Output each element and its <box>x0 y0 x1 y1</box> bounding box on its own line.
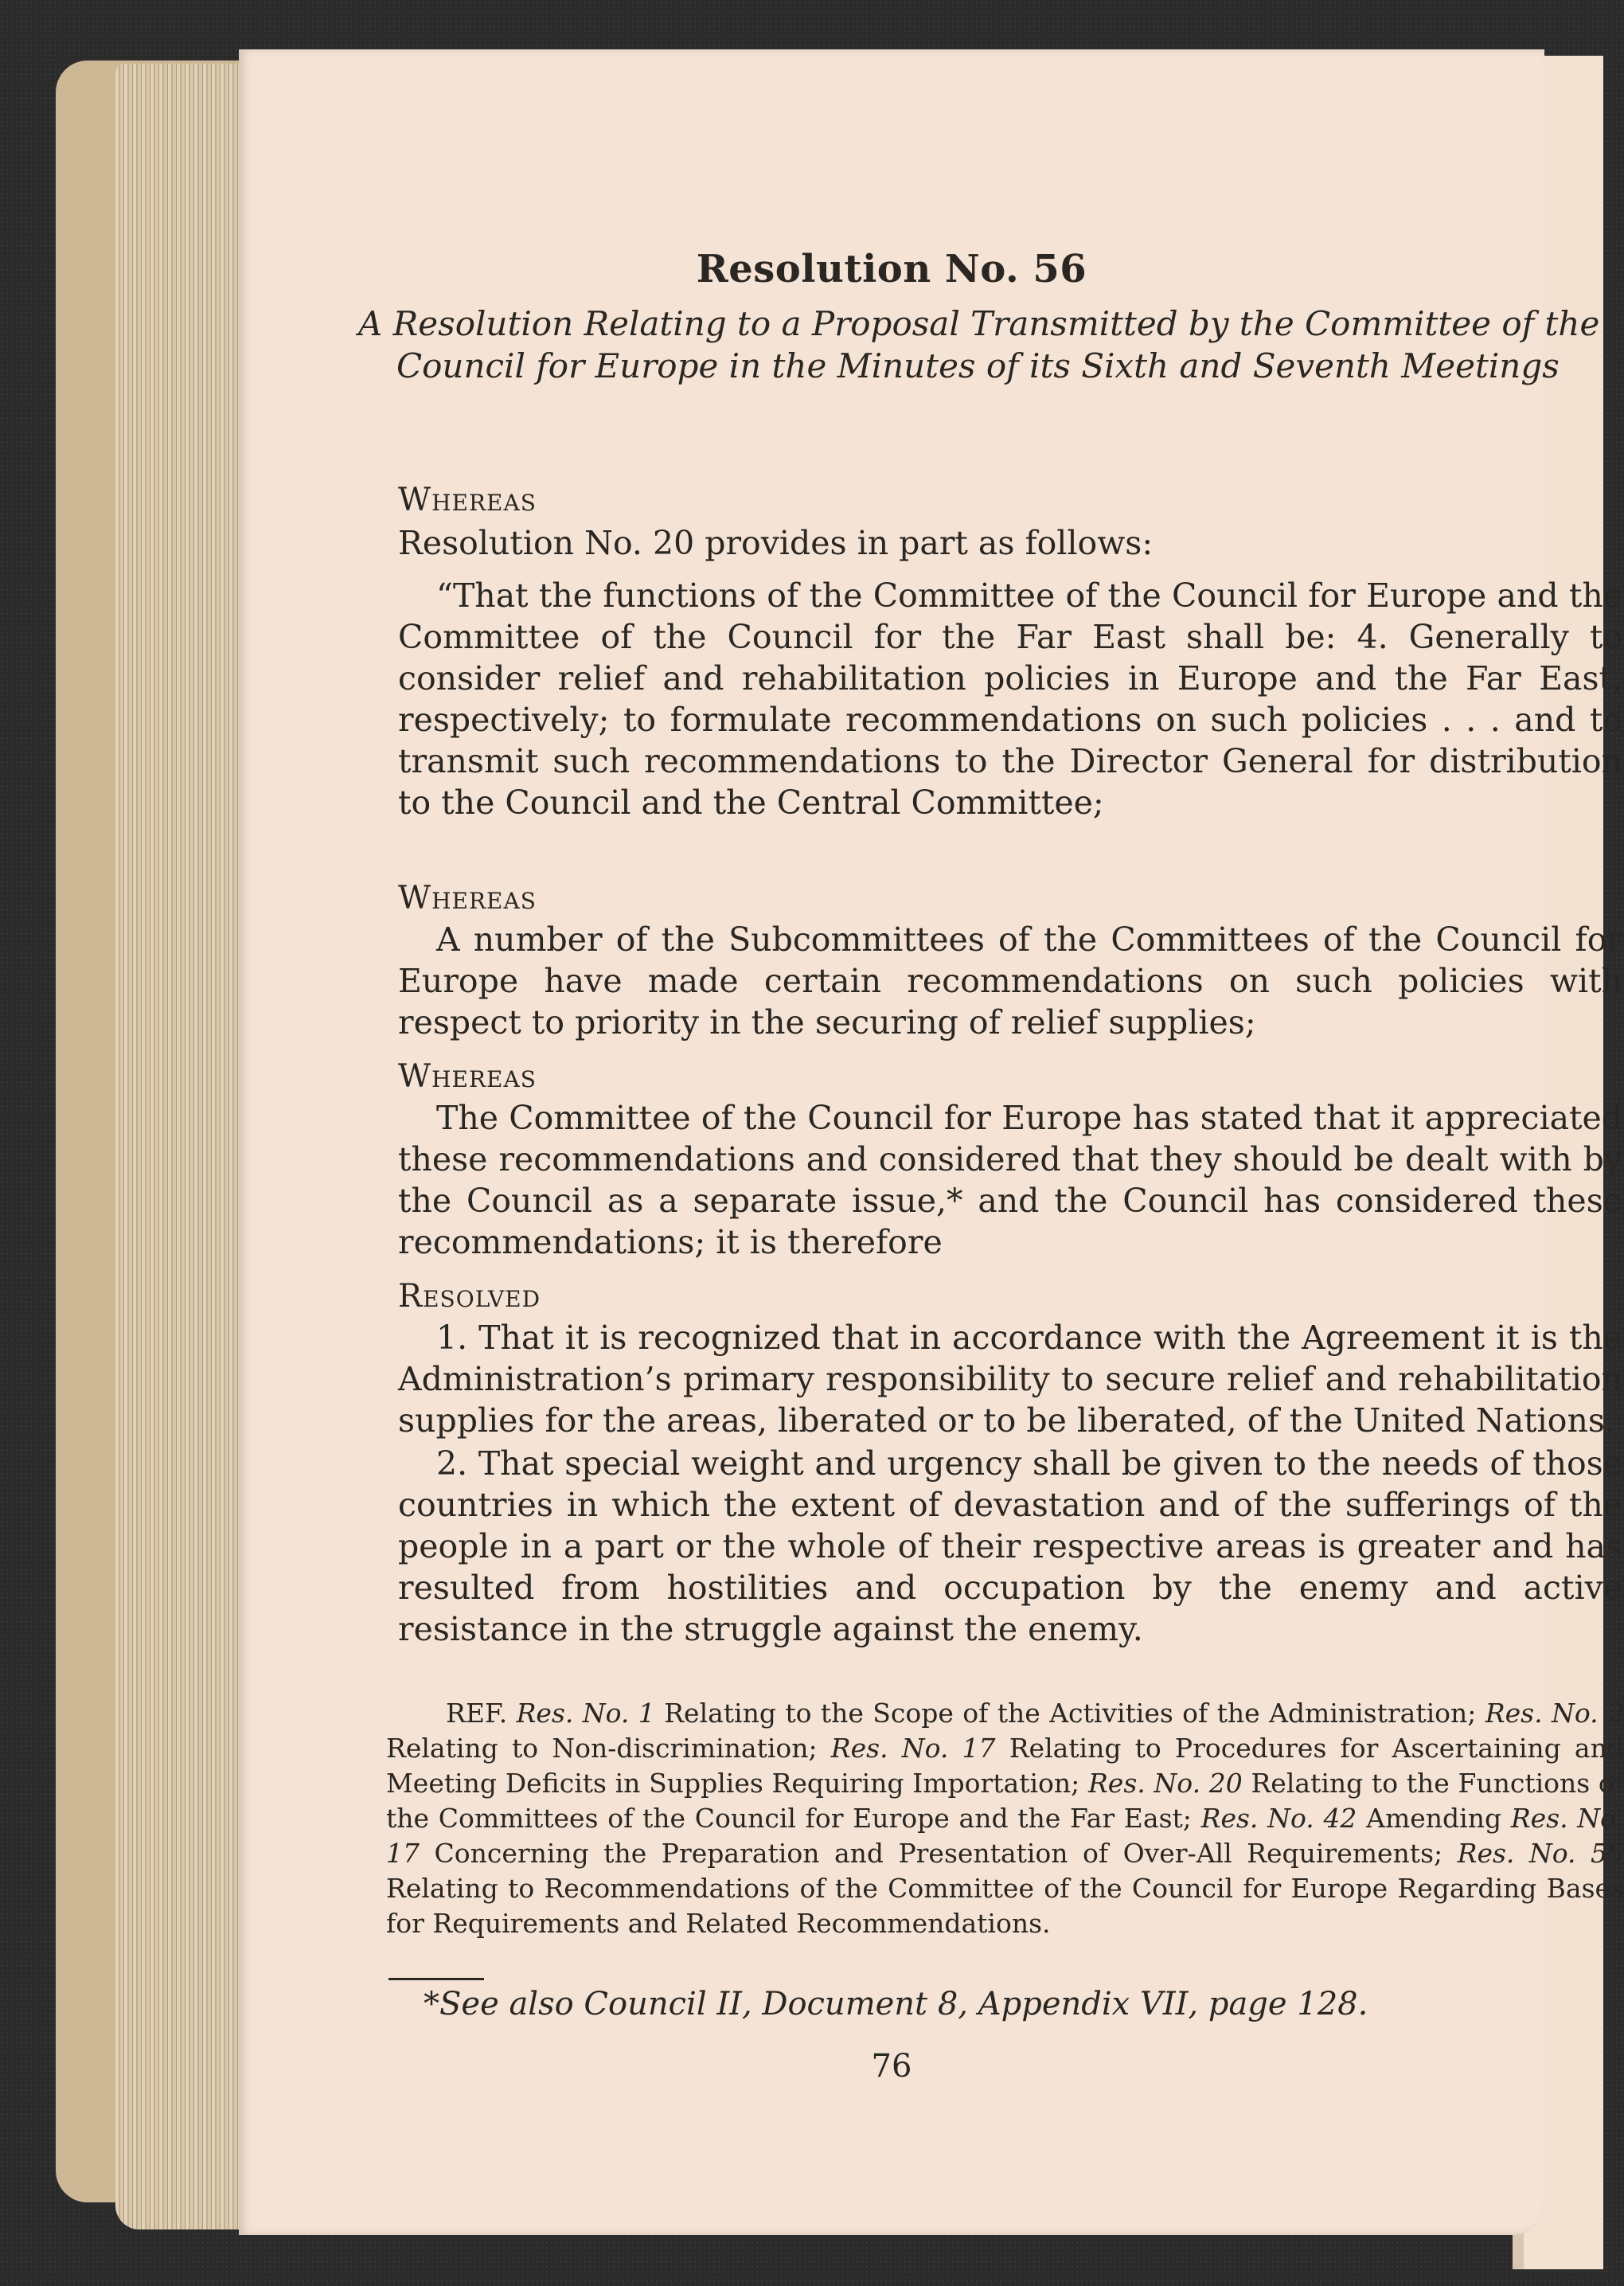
resolution-subtitle: A Resolution Relating to a Proposal Transmitted by the Committee of the Council for Europe in the Minutes of its Sixth and Seventh Meetings <box>358 304 1600 385</box>
ref-res: Res. No. 20 <box>1087 1768 1243 1799</box>
paragraph: The Committee of the Council for Europe has stated that it appreciated these recommendations and considered that they should be dealt with by the Council as a separate issue,* and the Council has considered these recommendations; it is therefore <box>398 1099 1622 1261</box>
resolved-item-1: 1. That it is recognized that in accordance with the Agreement it is the Administration’s primary responsibility to secure relief and rehabilitation supplies for the areas, liberated or to be liberated, of the United Nations. <box>398 1319 1622 1440</box>
ref-text: Amending <box>1366 1803 1502 1834</box>
section-heading: Whereas <box>398 482 537 518</box>
section-resolved <box>398 1276 1622 1650</box>
page-title: Resolution No. 56 <box>696 247 1087 291</box>
page-number: 76 <box>871 2048 912 2085</box>
section-whereas-3 <box>398 1056 1622 1263</box>
page-edges <box>115 64 243 2229</box>
section-whereas-1 <box>398 479 1622 823</box>
ref-res: Res. No. 2 <box>1485 1698 1624 1729</box>
ref-res: Res. No. 17 <box>830 1733 996 1764</box>
ref-text: Concerning the Preparation and Presentation of Over-All Requirements; <box>434 1838 1443 1869</box>
ref-res: Res. No. 42 <box>1200 1803 1357 1834</box>
resolved-item-2: 2. That special weight and urgency shall be given to the needs of those countries in which the extent of devastation and of the sufferings of the people in a part or the whole of their respective areas is greater and has resulted from hostilities and occupation by the enemy and active resistance in the struggle against the enemy. <box>398 1444 1622 1648</box>
footnote: *See also Council II, Document 8, Appendix VII, page 128. <box>424 1986 1368 2022</box>
ref-text: Relating to Non-discrimination; <box>386 1733 818 1764</box>
paragraph: Resolution No. 20 provides in part as follows: <box>398 524 1154 562</box>
quoted-paragraph: “That the functions of the Committee of the Council for Europe and the Committee of the Council for the Far East shall be: 4. Generally to consider relief and rehabilitation policies in Europe and the Far East, respectively; to formulate recommendations on such policies . . . and to transmit such recommendations to the Director General for distribution to the Council and the Central Committee; <box>398 576 1622 822</box>
book-page <box>239 49 1624 2235</box>
ref-text: Relating to Procedures for Ascertaining and Meeting Deficits in Supplies Requiring Importation; <box>386 1733 1624 1799</box>
ref-text: Relating to the Scope of the Activities of the Administration; <box>664 1698 1477 1729</box>
ref-res: Res. No. 17 <box>386 1803 1624 1869</box>
references <box>386 1696 1624 1941</box>
footnote-rule <box>388 1978 484 1980</box>
section-heading: Resolved <box>398 1278 541 1315</box>
ref-res: Res. No. 1 <box>516 1698 655 1729</box>
section-heading: Whereas <box>398 1058 537 1095</box>
section-heading: Whereas <box>398 880 537 916</box>
ref-text: Relating to the Functions of the Committees of the Council for Europe and the Far East; <box>386 1768 1624 1834</box>
paragraph: A number of the Subcommittees of the Committees of the Council for Europe have made certain recommendations on such policies with respect to priority in the securing of relief supplies; <box>398 920 1622 1041</box>
ref-res: Res. No. 55 <box>1457 1838 1624 1869</box>
ref-text: Relating to Recommendations of the Committee of the Council for Europe Regarding Bases for Requirements and Related Recommendations. <box>386 1873 1624 1939</box>
ref-label: REF. <box>446 1698 508 1729</box>
section-whereas-2 <box>398 877 1622 1043</box>
